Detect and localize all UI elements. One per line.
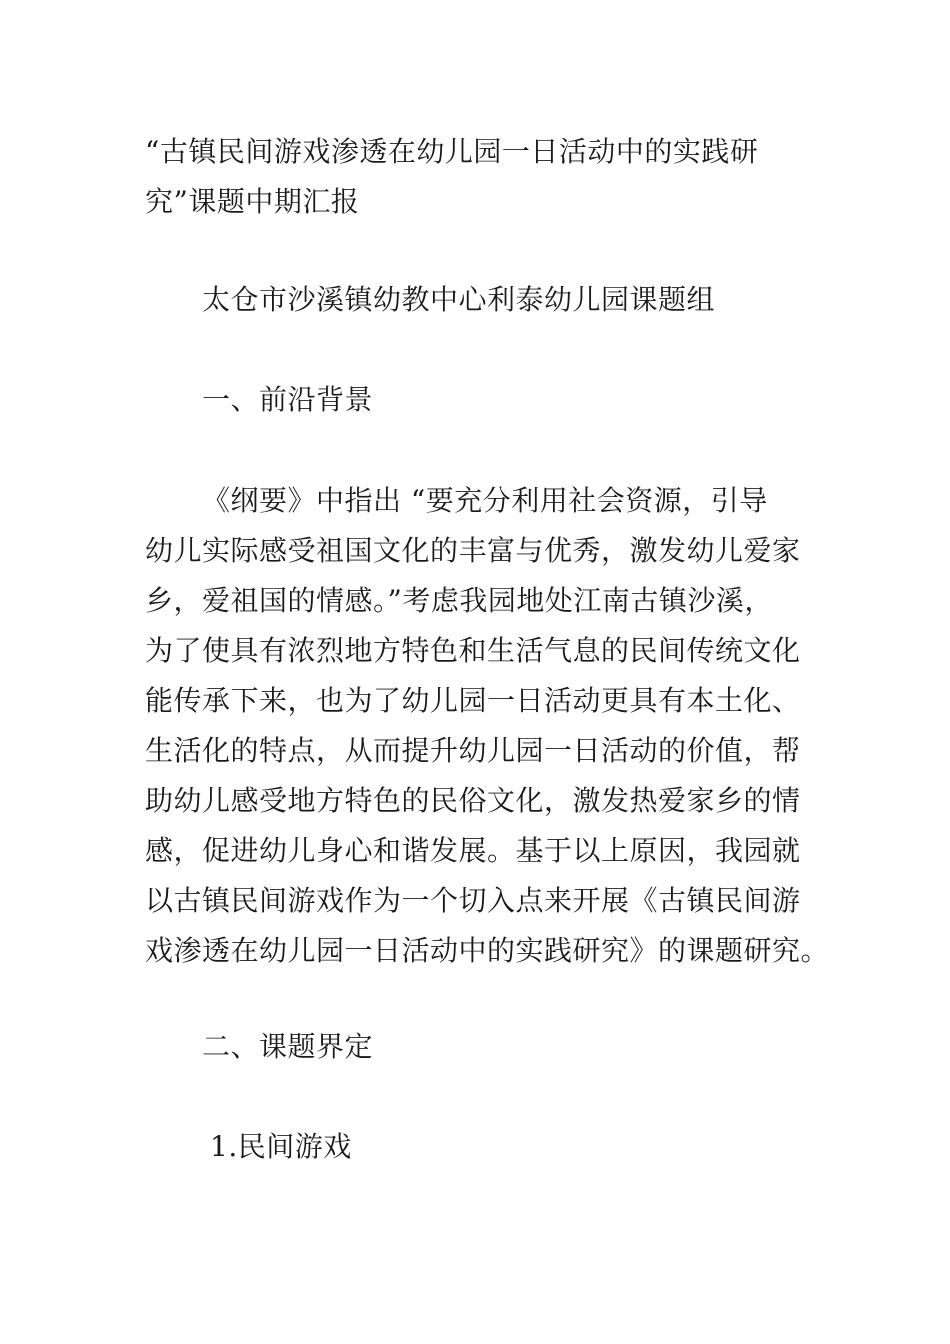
section-heading-definition: 二、课题界定 [202, 1030, 374, 1063]
section-heading-background: 一、前沿背景 [202, 383, 374, 416]
paragraph-line: 感，促进幼儿身心和谐发展。基于以上原因，我园就 [145, 834, 801, 867]
paragraph-line: 助幼儿感受地方特色的民俗文化，激发热爱家乡的情 [145, 784, 801, 817]
paragraph-line: 《纲要》中指出 “要充分利用社会资源，引导 [202, 484, 768, 517]
title-line: “古镇民间游戏渗透在幼儿园一日活动中的实践研 [145, 135, 759, 168]
paragraph-line: 生活化的特点，从而提升幼儿园一日活动的价值，帮 [145, 734, 801, 767]
paragraph-line: 为了使具有浓烈地方特色和生活气息的民间传统文化 [145, 634, 801, 667]
background-paragraph [145, 476, 830, 976]
document-author: 太仓市沙溪镇幼教中心利泰幼儿园课题组 [202, 283, 716, 316]
paragraph-line: 戏渗透在幼儿园一日活动中的实践研究》的课题研究。 [145, 934, 830, 967]
paragraph-line: 能传承下来，也为了幼儿园一日活动更具有本土化、 [145, 684, 801, 717]
paragraph-line: 乡，爱祖国的情感。”考虑我园地处江南古镇沙溪， [145, 584, 773, 617]
subsection-heading-folk-games: 1.民间游戏 [210, 1130, 352, 1163]
document-title [145, 127, 825, 227]
title-line: 究”课题中期汇报 [145, 185, 360, 218]
paragraph-line: 幼儿实际感受祖国文化的丰富与优秀，激发幼儿爱家 [145, 534, 801, 567]
paragraph-line: 以古镇民间游戏作为一个切入点来开展《古镇民间游 [145, 884, 801, 917]
